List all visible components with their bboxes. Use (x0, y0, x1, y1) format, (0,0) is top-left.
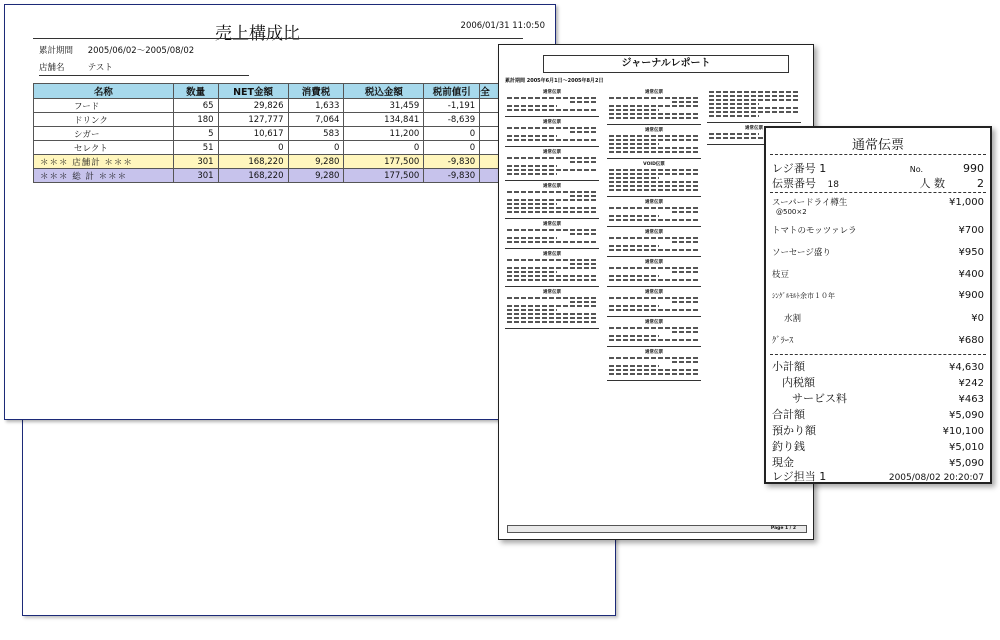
journal-record (607, 287, 701, 317)
item-price: ¥900 (958, 290, 984, 301)
people-label: 人 数 (919, 177, 945, 190)
item-line (772, 334, 984, 346)
cell-net: 10,617 (218, 127, 288, 141)
table-row (34, 127, 557, 141)
record-heading: 通常伝票 (543, 290, 561, 295)
column-header: 全 (480, 84, 557, 99)
journal-column (505, 87, 599, 329)
slip-value: 18 (827, 180, 839, 190)
journal-record (607, 125, 701, 159)
record-heading: 通常伝票 (645, 350, 663, 355)
journal-record (607, 257, 701, 287)
journal-record (505, 147, 599, 181)
column-header: 名称 (34, 84, 174, 99)
item-name: 水割 (784, 314, 802, 324)
table-row (34, 99, 557, 113)
item-name: トマトのモッツァレラ (772, 226, 857, 236)
cell-name: ＊＊＊ 総 計 ＊＊＊ (34, 169, 174, 183)
item-price: ¥1,000 (949, 197, 984, 208)
cashier-label: レジ担当 1 (772, 470, 827, 483)
item-line (772, 290, 984, 301)
cell-tax: 9,280 (288, 155, 344, 169)
cell-name: ＊＊＊ 店舗計 ＊＊＊ (34, 155, 174, 169)
cell-gross: 177,500 (344, 169, 424, 183)
receipt-title: 通常伝票 (851, 138, 904, 153)
cashier-line (772, 468, 984, 484)
item-name: ソーセージ盛り (772, 248, 831, 258)
cell-net: 29,826 (218, 99, 288, 113)
cell-qty: 5 (173, 127, 218, 141)
cell-name: セレクト (34, 141, 174, 155)
divider (770, 154, 986, 155)
summary-value: ¥5,090 (949, 458, 984, 469)
cell-name: フード (34, 99, 174, 113)
printed-timestamp: 2006/01/31 11:0:50 (460, 21, 545, 31)
journal-column (607, 87, 701, 381)
cell-tax: 0 (288, 141, 344, 155)
summary-line (772, 390, 984, 406)
journal-title: ジャーナルレポート (543, 55, 789, 73)
table-row (34, 141, 557, 155)
summary-label: 内税額 (782, 376, 815, 389)
cell-gross: 31,459 (344, 99, 424, 113)
summary-value: ¥463 (958, 394, 984, 405)
summary-line (772, 358, 984, 374)
summary-label: 釣り銭 (772, 440, 805, 453)
record-heading: 通常伝票 (543, 90, 561, 95)
item-name: スーパードライ樽生 (772, 198, 848, 208)
journal-record (607, 197, 701, 227)
item-price: ¥680 (958, 335, 984, 346)
cell-discount: -9,830 (424, 155, 480, 169)
record-heading: 通常伝票 (543, 252, 561, 257)
divider (770, 354, 986, 355)
register-label: レジ番号 1 (772, 162, 827, 175)
item-line (772, 224, 984, 236)
cell-qty: 301 (173, 155, 218, 169)
cell-qty: 65 (173, 99, 218, 113)
record-heading: 通常伝票 (645, 260, 663, 265)
store-underline (39, 75, 249, 76)
summary-value: ¥10,100 (942, 426, 984, 437)
summary-label: サービス料 (792, 392, 847, 405)
slip-label: 伝票番号 (772, 177, 816, 190)
cell-name: ドリンク (34, 113, 174, 127)
cell-gross: 11,200 (344, 127, 424, 141)
item-name: ｼﾝｸﾞﾙﾓﾙﾄ余市１０年 (772, 292, 835, 300)
cell-tax: 583 (288, 127, 344, 141)
journal-record (607, 227, 701, 257)
table-header-row (34, 84, 557, 99)
item-detail: @500×2 (776, 208, 807, 216)
cell-discount: -9,830 (424, 169, 480, 183)
divider (770, 192, 986, 193)
record-heading: 通常伝票 (645, 128, 663, 133)
summary-value: ¥5,090 (949, 410, 984, 421)
record-heading: 通常伝票 (543, 120, 561, 125)
summary-label: 現金 (772, 456, 794, 469)
journal-record (505, 181, 599, 219)
summary-label: 預かり額 (772, 424, 816, 437)
journal-record (607, 347, 701, 381)
column-header: 税込金額 (344, 84, 424, 99)
cell-discount: -8,639 (424, 113, 480, 127)
people-value: 2 (977, 177, 984, 190)
summary-line (772, 422, 984, 438)
item-line (772, 312, 984, 324)
cell-tax: 7,064 (288, 113, 344, 127)
column-header: 数量 (173, 84, 218, 99)
title-rule (33, 38, 523, 39)
sales-composition-report (4, 4, 556, 420)
item-name: 枝豆 (772, 270, 790, 280)
journal-record (707, 87, 801, 123)
cell-tax: 9,280 (288, 169, 344, 183)
summary-label: 合計額 (772, 408, 805, 421)
item-price: ¥950 (958, 247, 984, 258)
record-heading: 通常伝票 (645, 200, 663, 205)
summary-value: ¥5,010 (949, 442, 984, 453)
store-total-row (34, 155, 557, 169)
cell-discount: 0 (424, 127, 480, 141)
cell-net: 0 (218, 141, 288, 155)
cell-gross: 177,500 (344, 155, 424, 169)
item-line (772, 246, 984, 258)
item-price: ¥400 (958, 269, 984, 280)
store-value: テスト (87, 63, 113, 73)
item-line (772, 268, 984, 280)
journal-record (505, 249, 599, 287)
journal-period: 累計期間 2005年6月1日～2005年8月2日 (505, 78, 604, 84)
journal-record (607, 87, 701, 125)
record-heading: 通常伝票 (745, 126, 763, 131)
register-line (772, 160, 984, 176)
cell-gross: 134,841 (344, 113, 424, 127)
summary-value: ¥4,630 (949, 362, 984, 373)
cell-tax: 1,633 (288, 99, 344, 113)
record-heading: 通常伝票 (645, 290, 663, 295)
item-name: ｸﾞﾗｰｽ (772, 336, 794, 346)
journal-record (607, 159, 701, 197)
record-heading: 通常伝票 (543, 184, 561, 189)
record-heading: 通常伝票 (543, 150, 561, 155)
summary-line (772, 438, 984, 454)
summary-label: 小計額 (772, 360, 805, 373)
item-price: ¥700 (958, 225, 984, 236)
cell-discount: 0 (424, 141, 480, 155)
journal-record (505, 287, 599, 329)
item-price: ¥0 (971, 313, 984, 324)
journal-record (607, 317, 701, 347)
journal-record (505, 117, 599, 147)
report-title: 売上構成比 (215, 24, 300, 44)
grand-total-row (34, 169, 557, 183)
record-heading: 通常伝票 (543, 222, 561, 227)
journal-record (505, 219, 599, 249)
cell-gross: 0 (344, 141, 424, 155)
period-line (39, 44, 194, 56)
cell-name: シガー (34, 127, 174, 141)
column-header: 税前値引 (424, 84, 480, 99)
period-value: 2005/06/02～2005/08/02 (87, 46, 195, 56)
column-header: 消費税 (288, 84, 344, 99)
cell-qty: 51 (173, 141, 218, 155)
period-label: 累計期間 (39, 46, 74, 56)
item-line (772, 196, 984, 208)
cell-net: 168,220 (218, 155, 288, 169)
cell-qty: 180 (173, 113, 218, 127)
store-line (39, 61, 113, 73)
journal-footer: Page 1 / 2 (507, 525, 807, 533)
cell-qty: 301 (173, 169, 218, 183)
summary-line (772, 406, 984, 422)
column-header: NET金額 (218, 84, 288, 99)
void-heading: VOID伝票 (643, 162, 665, 167)
issued-timestamp: 2005/08/02 20:20:07 (888, 473, 984, 483)
no-value: 990 (963, 162, 984, 175)
receipt-slip (764, 126, 992, 484)
record-heading: 通常伝票 (645, 230, 663, 235)
cell-net: 168,220 (218, 169, 288, 183)
record-heading: 通常伝票 (645, 320, 663, 325)
cell-discount: -1,191 (424, 99, 480, 113)
summary-line (772, 374, 984, 390)
no-label: No. (909, 165, 923, 174)
record-heading: 通常伝票 (645, 90, 663, 95)
store-label: 店舗名 (39, 63, 65, 73)
sales-table (33, 83, 557, 183)
summary-value: ¥242 (958, 378, 984, 389)
cell-net: 127,777 (218, 113, 288, 127)
journal-record (505, 87, 599, 117)
table-row (34, 113, 557, 127)
slip-line (772, 175, 984, 191)
